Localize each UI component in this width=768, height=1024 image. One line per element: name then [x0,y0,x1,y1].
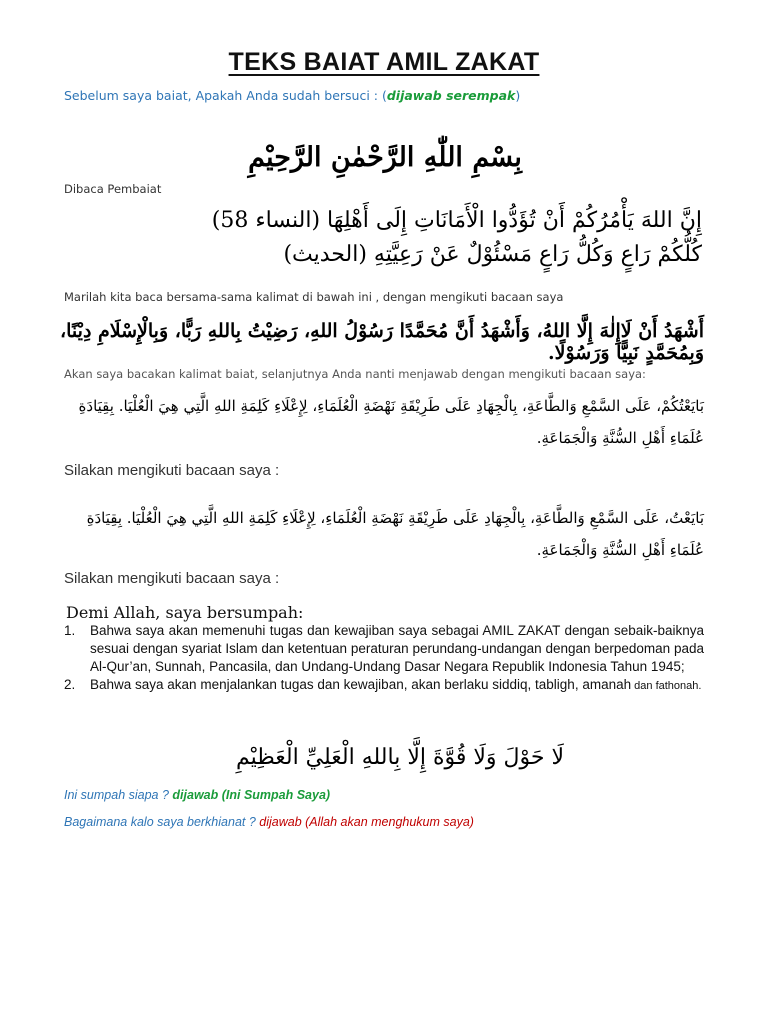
baiat-text-1: بَايَعْتُكُمْ، عَلَى السَّمْعِ وَالطَّاعَةِ، بِالْجِهَادِ عَلَى طَرِيْقَةِ نَهْضَةِ الْعُلَمَاءِ، لِإِعْلَاءِ كَلِمَةِ اللهِ الَّتِي هِيَ الْعُلْيَا. بِقِيَادَةِ عُلَمَاءِ أَهْلِ السُّنَّةِ وَالْجَمَاعَةِ. [78,397,704,447]
oath-point-2 [64,676,704,695]
hawqala-text: لَا حَوْلَ وَلَا قُوَّةَ إِلَّا بِاللهِ الْعَلِيِّ الْعَظِيْمِ [235,745,565,770]
intro-question [64,88,520,103]
shahada-text: أَشْهَدُ أَنْ لَاإِلٰهَ إِلَّا اللهُ، وَأَشْهَدُ أَنَّ مُحَمَّدًا رَسُوْلُ اللهِ، رَضِيْتُ بِاللهِ رَبًّا، وَبِالْإِسْلَامِ دِيْنًا، وَبِمُحَمَّدٍ نَبِيًّا وَرَسُوْلًا. [60,320,704,364]
oath-point-tail: dan fathonah. [631,680,702,692]
instruction-2: Akan saya bacakan kalimat baiat, selanjutnya Anda nanti menjawab dengan mengikuti bacaan saya: [64,367,646,381]
qa-1-answer: dijawab (Ini Sumpah Saya) [172,788,331,802]
verse-2: كُلُّكُمْ رَاعٍ وَكُلُّ رَاعٍ مَسْئُوْلٌ عَنْ رَعِيَّتِهِ (الحديث) [283,242,702,267]
intro-answer: dijawab serempak [386,88,516,103]
intro-close: ) [515,88,521,103]
qa-1-question: Ini sumpah siapa ? [64,788,173,802]
instruction-1: Marilah kita baca bersama-sama kalimat di bawah ini , dengan mengikuti bacaan saya [64,290,564,304]
basmala-calligraphy: بِسْمِ اللّٰهِ الرَّحْمٰنِ الرَّحِيْمِ [248,142,522,173]
oath-point-1 [64,622,704,676]
baiat-text-2: بَايَعْتُ، عَلَى السَّمْعِ وَالطَّاعَةِ، بِالْجِهَادِ عَلَى طَرِيْقَةِ نَهْضَةِ الْعُلَمَاءِ، لِإِعْلَاءِ كَلِمَةِ اللهِ الَّتِي هِيَ الْعُلْيَا. بِقِيَادَةِ عُلَمَاءِ أَهْلِ السُّنَّةِ وَالْجَمَاعَةِ. [86,509,704,559]
oath-heading: Demi Allah, saya bersumpah: [66,603,304,622]
qa-line-2 [64,815,474,829]
oath-point-text: Bahwa saya akan menjalankan tugas dan kewajiban, akan berlaku siddiq, tabligh, amanah [90,677,632,692]
qa-line-1 [64,788,330,802]
oath-list [64,622,704,695]
qa-2-answer: dijawab (Allah akan menghukum saya) [259,815,474,829]
follow-instruction-1: Silakan mengikuti bacaan saya : [64,462,280,479]
oath-point-number: 1. [64,623,76,638]
qa-2-question: Bagaimana kalo saya berkhianat ? [64,815,260,829]
document-title: TEKS BAIAT AMIL ZAKAT [228,48,540,76]
oath-point-text: Bahwa saya akan memenuhi tugas dan kewajiban saya sebagai AMIL ZAKAT dengan sebaik-baiknya sesuai dengan syariat Islam dan ketentuan peraturan perundang-undangan dengan berpedoman pada Al-Qur’an, Sunnah, Pancasila, dan Undang-Undang Dasar Negara Republik Indonesia Tahun 1945; [90,623,704,674]
read-by-label: Dibaca Pembaiat [64,182,162,196]
oath-point-number: 2. [64,677,76,692]
intro-question-text: Sebelum saya baiat, Apakah Anda sudah bersuci : ( [64,88,387,103]
verse-1: إِنَّ اللهَ يَأْمُرُكُمْ أَنْ تُؤَدُّوا الْأَمَانَاتِ إِلَى أَهْلِهَا (النساء 58) [211,208,702,233]
follow-instruction-2: Silakan mengikuti bacaan saya : [64,570,280,587]
